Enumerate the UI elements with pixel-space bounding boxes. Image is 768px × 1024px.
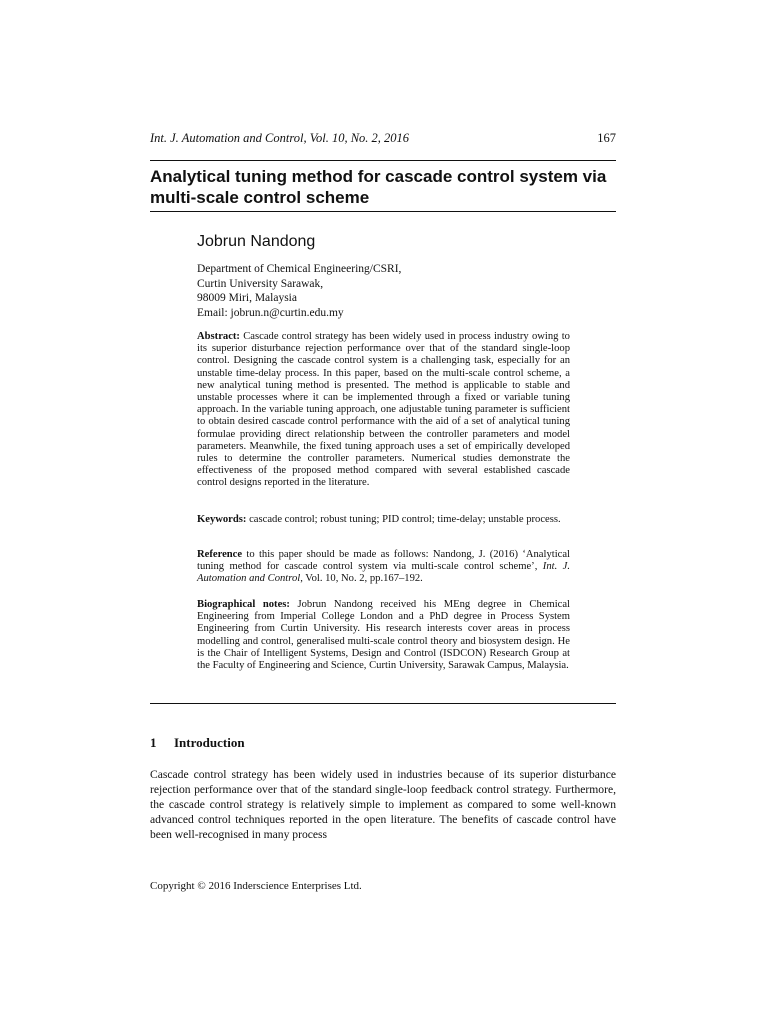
section-heading — [150, 735, 245, 751]
affiliation-line: 98009 Miri, Malaysia — [197, 292, 297, 304]
author-email: Email: jobrun.n@curtin.edu.my — [197, 306, 344, 319]
affiliation-line: Curtin University Sarawak, — [197, 277, 324, 290]
paper-title: Analytical tuning method for cascade control system via multi-scale control scheme — [150, 167, 607, 207]
copyright-notice: Copyright © 2016 Inderscience Enterprises Ltd. — [150, 880, 362, 892]
front-matter-rule — [150, 703, 616, 704]
reference-label: Reference — [197, 549, 243, 560]
reference-details: , Vol. 10, No. 2, pp.167–192. — [300, 573, 423, 585]
header-rule — [150, 160, 616, 161]
page-number: 167 — [597, 131, 616, 145]
biographical-notes — [197, 599, 570, 672]
title-rule — [150, 211, 616, 212]
running-head — [150, 131, 616, 146]
author-name: Jobrun Nandong — [197, 233, 316, 250]
author-affiliation — [197, 262, 577, 320]
reference-journal: Int. J. Automation and Control — [197, 561, 570, 585]
keywords-label: Keywords: — [197, 514, 247, 525]
bio-text: Jobrun Nandong received his MEng degree in Chemical Engineering from Imperial College London and a PhD degree in Process System Engineering from Curtin University. His research interests cover areas in process modelling and control, generalised multi-scale control theory and biosystem design. He is the Chair of Intelligent Systems, Design and Control (ISDCON) Research Group at the Faculty of Engineering and Science, Curtin University, Sarawak Campus, Malaysia. — [197, 599, 570, 672]
reference — [197, 549, 570, 586]
section-title: Introduction — [174, 735, 245, 750]
keywords — [197, 514, 570, 526]
abstract-label: Abstract: — [197, 331, 240, 342]
introduction-paragraph: Cascade control strategy has been widely used in industries because of its superior disturbance rejection performance over that of the standard single-loop feedback control strategy. Furthermore, the cascade control strategy is relatively simple to implement as compared to some well-known advanced control techniques reported in the open literature. The benefits of cascade control have been well-recognised in many process — [150, 768, 616, 841]
bio-label: Biographical notes: — [197, 599, 290, 610]
section-number: 1 — [150, 735, 157, 750]
keywords-text: cascade control; robust tuning; PID control; time-delay; unstable process. — [249, 514, 561, 525]
abstract-text: Cascade control strategy has been widely used in process industry owing to its superior disturbance rejection performance over that of the standard single-loop control. Designing the cascade control system is a challenging task, especially for an unstable time-delay process. In this paper, based on the multi-scale control scheme, a new analytical tuning method is presented. The method is applicable to stable and unstable processes where it can be implemented through a fixed or variable tuning approach. In the variable tuning approach, one adjustable tuning parameter is sufficient to obtain desired cascade control performance with the aid of a set of analytical tuning formulae providing direct relationship between the controller parameters and model parameters. Meanwhile, the fixed tuning approach uses a set of empirically developed rules to determine the controller parameters. Numerical studies demonstrate the effectiveness of the proposed method compared with several established cascade control designs reported in the literature. — [197, 331, 570, 489]
abstract — [197, 331, 570, 490]
affiliation-line: Department of Chemical Engineering/CSRI, — [197, 263, 402, 275]
journal-citation: Int. J. Automation and Control, Vol. 10, No. 2, 2016 — [150, 131, 410, 145]
reference-text: to this paper should be made as follows: Nandong, J. (2016) ‘Analytical tuning method for cascade control system via multi-scale control scheme’, — [197, 549, 570, 573]
